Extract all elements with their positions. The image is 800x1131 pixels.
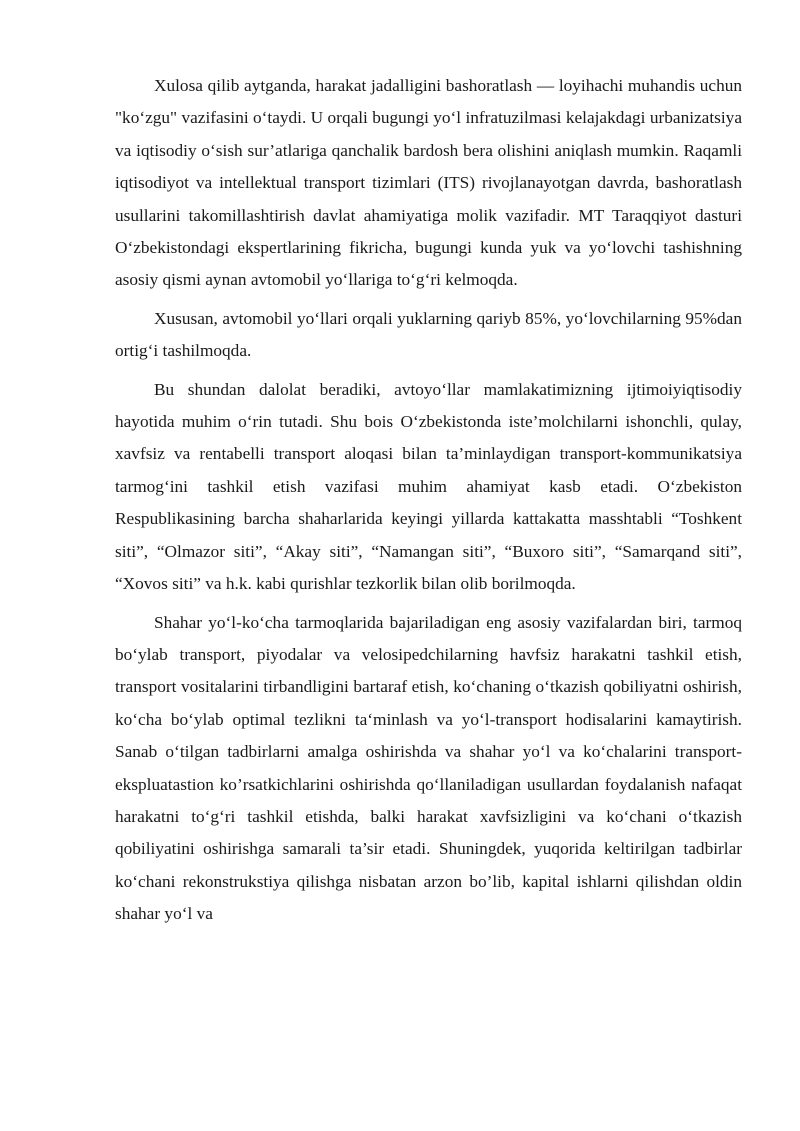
paragraph-road-importance: Bu shundan dalolat beradiki, avtoyo‘llar mamlakatimizning ijtimoiyiqtisodiy hayotida muhim o‘rin tutadi. Shu bois O‘zbekistonda iste’molchilarni ishonchli, qulay, xavfsiz va rentabelli transport aloqasi bilan ta’minlaydigan transport-kommunikatsiya tarmog‘ini tashkil etish vazifasi muhim ahamiyat kasb etadi. O‘zbekiston Respublikasining barcha shaharlarida keyingi yillarda kattakatta masshtabli “Toshkent siti”, “Olmazor siti”, “Akay siti”, “Namangan siti”, “Buxoro siti”, “Samarqand siti”, “Xovos siti” va h.k. kabi qurishlar tezkorlik bilan olib borilmoqda.: [115, 379, 742, 594]
document-body: [115, 70, 742, 937]
paragraph-statistics: Xususan, avtomobil yo‘llari orqali yuklarning qariyb 85%, yo‘lovchilarning 95%dan ortig‘i tashilmoqda.: [115, 308, 742, 361]
paragraph-street-network-tasks: Shahar yo‘l-ko‘cha tarmoqlarida bajariladigan eng asosiy vazifalardan biri, tarmoq bo‘ylab transport, piyodalar va velosipedchilarning havfsiz harakatni tashkil etish, transport vositalarini tirbandligini bartaraf etish, ko‘chaning o‘tkazish qobiliyatni oshirish, ko‘cha bo‘ylab optimal tezlikni ta‘minlash va yo‘l-transport hodisalarini kamaytirish. Sanab o‘tilgan tadbirlarni amalga oshirishda va shahar yo‘l va ko‘chalarini transport-ekspluatastion ko’rsatkichlarini oshirishda qo‘llaniladigan usullardan foydalanish nafaqat harakatni to‘g‘ri tashkil etishda, balki harakat xavfsizligini va ko‘chani o‘tkazish qobiliyatini oshirishga samarali ta’sir etadi. Shuningdek, yuqorida keltirilgan tadbirlar ko‘chani rekonstrukstiya qilishga nisbatan arzon bo’lib, kapital ishlarni qilishdan oldin shahar yo‘l va: [115, 612, 742, 924]
paragraph-conclusion: Xulosa qilib aytganda, harakat jadalligini bashoratlash — loyihachi muhandis uchun "ko‘zgu" vazifasini o‘taydi. U orqali bugungi yo‘l infratuzilmasi kelajakdagi urbanizatsiya va iqtisodiy o‘sish sur’atlariga qanchalik bardosh bera olishini aniqlash mumkin. Raqamli iqtisodiyot va intellektual transport tizimlari (ITS) rivojlanayotgan davrda, bashoratlash usullarini takomillashtirish davlat ahamiyatiga molik vazifadir. MT Taraqqiyot dasturi O‘zbekistondagi ekspertlarining fikricha, bugungi kunda yuk va yo‘lovchi tashishning asosiy qismi aynan avtomobil yo‘llariga to‘g‘ri kelmoqda.: [115, 76, 742, 290]
